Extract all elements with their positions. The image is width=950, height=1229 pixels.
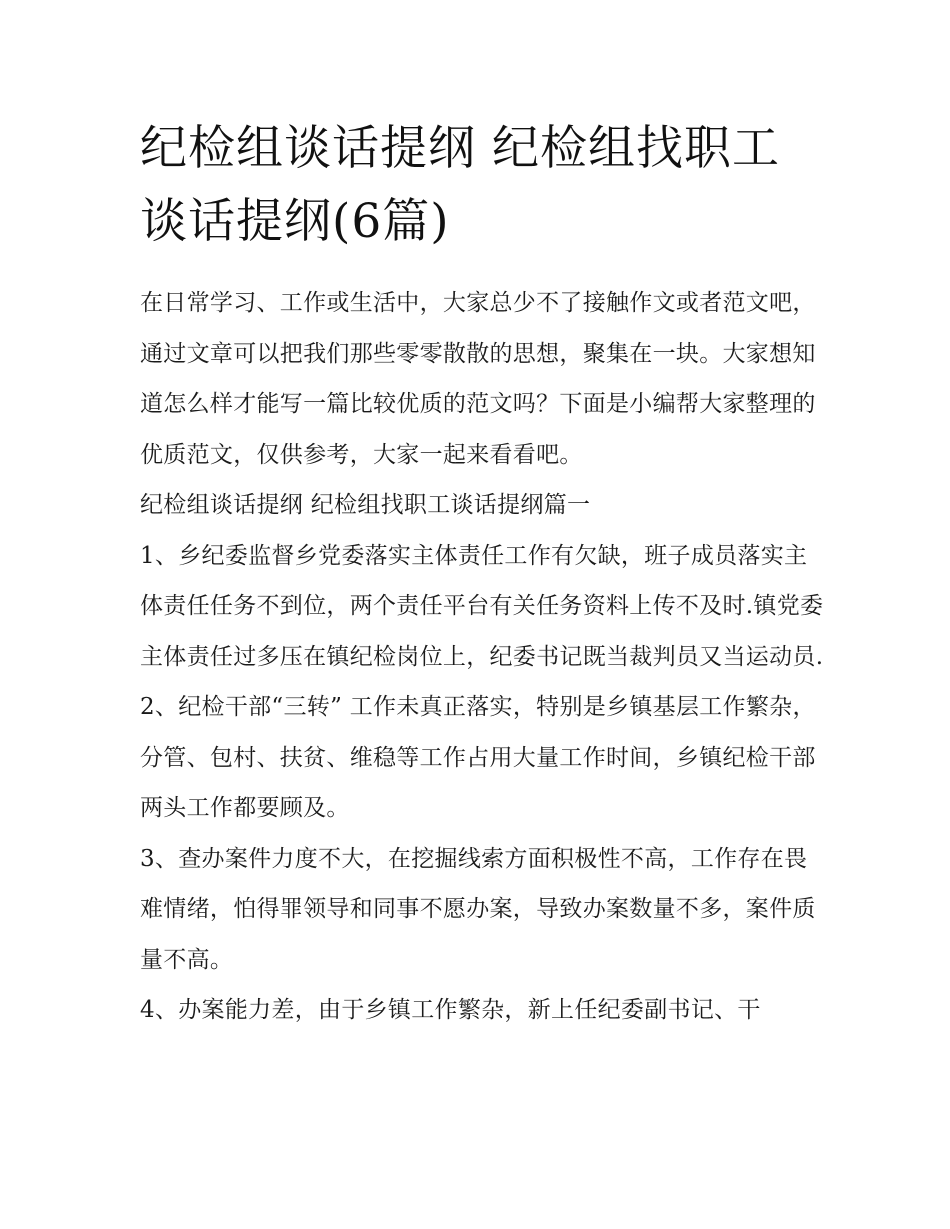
section-heading: 纪检组谈话提纲 纪检组找职工谈话提纲篇一 [140,492,591,518]
list-item-3: 3、查办案件力度不大，在挖掘线索方面积极性不高，工作存在畏难情绪，怕得罪领导和同事不愿办案，导致办案数量不多，案件质量不高。 [140,845,816,973]
intro-paragraph: 在日常学习、工作或生活中，大家总少不了接触作文或者范文吧，通过文章可以把我们那些零零散散的思想，聚集在一块。大家想知道怎么样才能写一篇比较优质的范文吗？下面是小编帮大家整理的优质范文，仅供参考，大家一起来看看吧。 [140,290,816,468]
list-item-2: 2、纪检干部“三转” 工作未真正落实，特别是乡镇基层工作繁杂，分管、包村、扶贫、维稳等工作占用大量工作时间，乡镇纪检干部两头工作都要顾及。 [140,694,816,821]
list-item-4: 4、办案能力差，由于乡镇工作繁杂，新上任纪委副书记、干 [140,997,761,1023]
list-item-1: 1、乡纪委监督乡党委落实主体责任工作有欠缺，班子成员落实主体责任任务不到位，两个责任平台有关任务资料上传不及时.镇党委主体责任过多压在镇纪检岗位上，纪委书记既当裁判员又当运动员. [140,542,824,670]
document-body [140,278,830,1036]
document-title: 纪检组谈话提纲 纪检组找职工谈话提纲(6篇) [140,121,780,249]
